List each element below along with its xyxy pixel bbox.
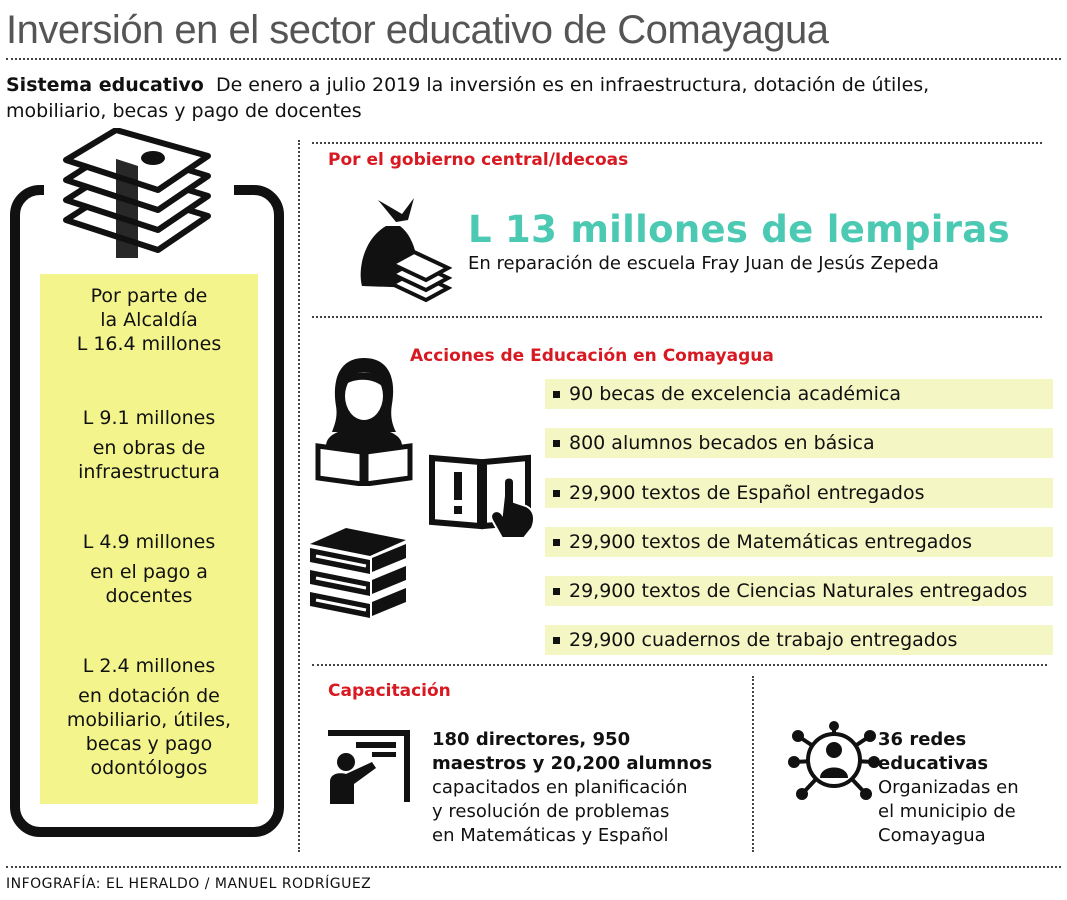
credit: INFOGRAFÍA: EL HERALDO / MANUEL RODRÍGUEZ [6, 876, 372, 892]
alcaldia-intro-line2: la Alcaldía [100, 309, 198, 331]
student-reading-icon [312, 354, 416, 486]
teacher-board-icon [324, 726, 414, 806]
acciones-list-item: 800 alumnos becados en básica [545, 428, 1053, 458]
gobierno-amount: L 13 millones de lempiras [468, 208, 1010, 251]
capacitacion-line: en Matemáticas y Español [432, 825, 669, 846]
books-stack-icon [306, 526, 410, 620]
column-divider [298, 140, 300, 852]
alcaldia-item-amount: L 4.9 millones [82, 531, 216, 553]
acciones-list-item: 29,900 cuadernos de trabajo entregados [545, 625, 1053, 655]
capacitacion-line: capacitados en planificación [432, 777, 688, 798]
acciones-list-item: 29,900 textos de Español entregados [545, 478, 1053, 508]
capacitacion-bold-line: maestros y 20,200 alumnos [432, 753, 713, 774]
footer-divider [6, 866, 1061, 868]
redes-line: el municipio de [878, 801, 1016, 822]
alcaldia-item-text: en dotación de [78, 685, 220, 707]
section-divider [312, 142, 1042, 144]
alcaldia-item-text: becas y pago [85, 733, 213, 755]
capacitacion-bold-line: 180 directores, 950 [432, 729, 631, 750]
alcaldia-intro-line1: Por parte de [90, 285, 208, 307]
alcaldia-item-text: odontólogos [90, 757, 208, 779]
network-people-icon [786, 720, 882, 808]
redes-bold-line: educativas [878, 753, 989, 774]
alcaldia-item-text: docentes [105, 585, 193, 607]
alcaldia-item-text: infraestructura [78, 461, 220, 483]
title-divider [6, 58, 1061, 60]
alcaldia-item-text: en obras de [92, 437, 206, 459]
gobierno-heading: Por el gobierno central/Idecoas [328, 150, 629, 170]
alcaldia-item-text: en el pago a [90, 561, 208, 583]
section-divider [312, 664, 1047, 666]
redes-line: Comayagua [878, 825, 986, 846]
acciones-list-item: 29,900 textos de Matemáticas entregados [545, 527, 1053, 557]
section-divider [312, 316, 1042, 318]
alcaldia-item-amount: L 9.1 millones [82, 407, 216, 429]
book-touch-icon [428, 452, 540, 540]
money-bag-icon [356, 196, 452, 308]
redes-bold-line: 36 redes [878, 729, 967, 750]
capacitacion-text [432, 728, 712, 848]
intro-text-line2: mobiliario, becas y pago de docentes [6, 100, 362, 122]
acciones-list-item: 90 becas de excelencia académica [545, 379, 1053, 409]
capacitacion-divider [752, 676, 754, 852]
alcaldia-panel [40, 274, 258, 804]
gobierno-description: En reparación de escuela Fray Juan de Jesús Zepeda [468, 253, 939, 274]
alcaldia-total: L 16.4 millones [76, 333, 222, 355]
redes-line: Organizadas en [878, 777, 1019, 798]
money-stack-icon [58, 128, 218, 258]
intro [6, 72, 1056, 124]
alcaldia-item-text: mobiliario, útiles, [66, 709, 232, 731]
page-title: Inversión en el sector educativo de Comayagua [6, 8, 829, 52]
acciones-heading: Acciones de Educación en Comayagua [410, 346, 774, 366]
alcaldia-item-amount: L 2.4 millones [82, 655, 216, 677]
intro-label: Sistema educativo [6, 74, 204, 96]
capacitacion-line: y resolución de problemas [432, 801, 670, 822]
redes-text [878, 728, 1019, 848]
acciones-list-item: 29,900 textos de Ciencias Naturales entregados [545, 576, 1053, 606]
intro-text-line1: De enero a julio 2019 la inversión es en infraestructura, dotación de útiles, [215, 74, 930, 96]
capacitacion-heading: Capacitación [328, 681, 451, 701]
